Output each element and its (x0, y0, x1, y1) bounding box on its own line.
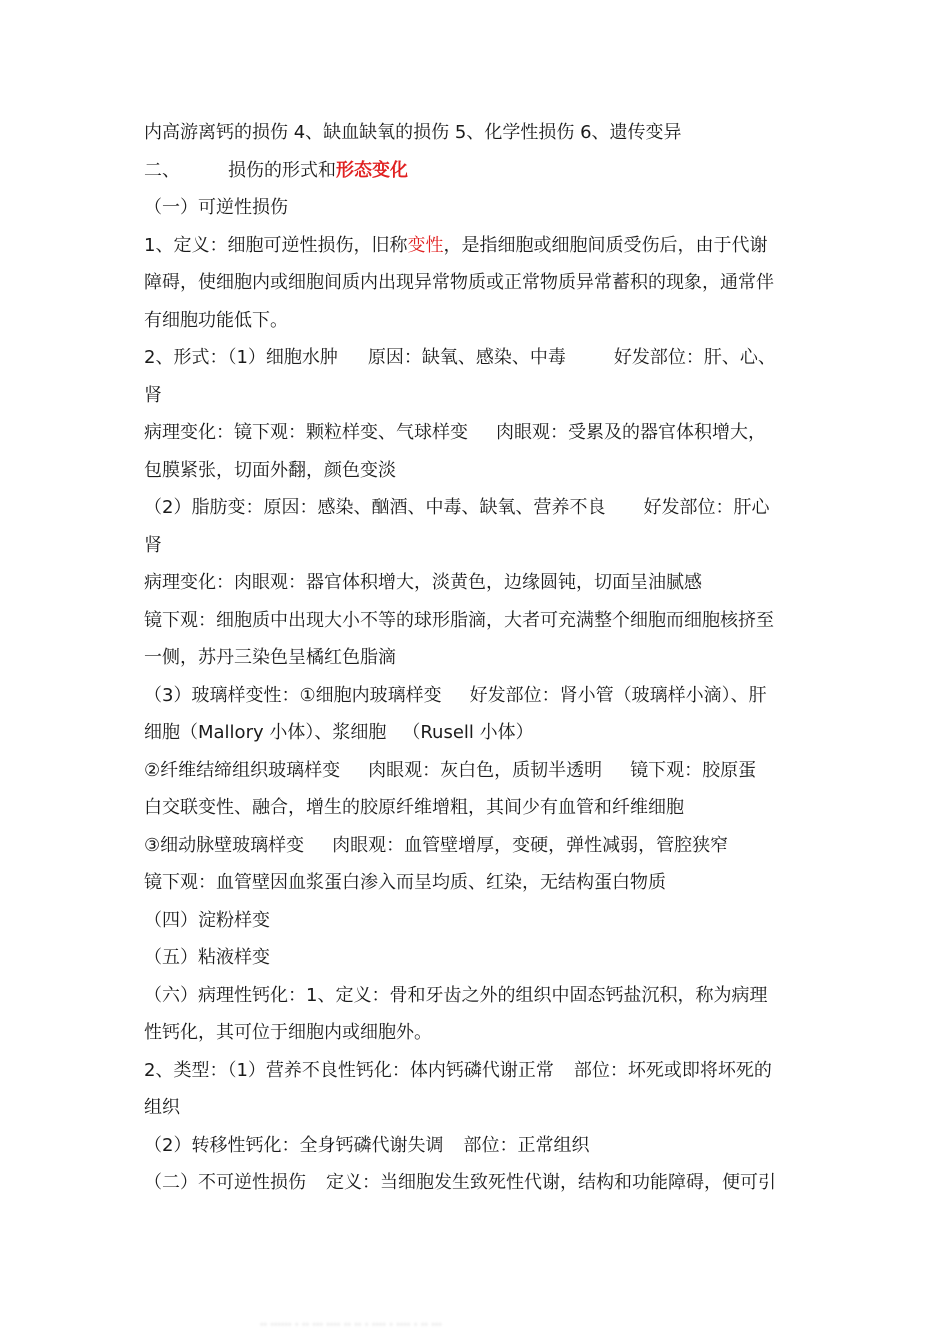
text-line-15: 一侧，苏丹三染色呈橘红色脂滴 (144, 647, 396, 668)
text-line-17: 细胞（Mallory 小体）、浆细胞 （Rusell 小体） (144, 722, 534, 743)
text-line-20: ③细动脉壁玻璃样变 肉眼观：血管壁增厚，变硬，弹性减弱，管腔狭窄 (144, 834, 729, 856)
text-line-27: 组织 (144, 1097, 180, 1118)
text-line-10: 包膜紧张，切面外翻，颜色变淡 (144, 459, 396, 481)
text-line-9: 病理变化：镜下观：颗粒样变、气球样变 肉眼观：受累及的器官体积增大， (144, 422, 766, 443)
text-line-7: 2、形式：（1）细胞水肿 原因：缺氧、感染、中毒 好发部位：肝、心、 (144, 347, 776, 368)
text-line-4: 1、定义：细胞可逆性损伤，旧称变性，是指细胞或细胞间质受伤后，由于代谢 (144, 234, 768, 256)
subheading-mucoid: （五）粘液样变 (144, 947, 270, 968)
text-line-28: （2）转移性钙化：全身钙磷代谢失调 部位：正常组织 (144, 1134, 590, 1156)
text-line-21: 镜下观：血管壁因血浆蛋白渗入而呈均质、红染，无结构蛋白物质 (144, 872, 666, 893)
subheading-reversible-injury: （一）可逆性损伤 (144, 197, 288, 218)
text-line-24: （六）病理性钙化：1、定义：骨和牙齿之外的组织中固态钙盐沉积，称为病理 (144, 984, 768, 1006)
subheading-amyloid: （四）淀粉样变 (144, 909, 270, 931)
text-line-6: 有细胞功能低下。 (144, 309, 288, 331)
text-line-8: 肾 (144, 384, 162, 406)
text-line-13: 病理变化：肉眼观：器官体积增大，淡黄色，边缘圆钝，切面呈油腻感 (144, 572, 702, 593)
text-line-18: ②纤维结缔组织玻璃样变 肉眼观：灰白色，质韧半透明 镜下观：胶原蛋 (144, 759, 757, 781)
text-line-5: 障碍，使细胞内或细胞间质内出现异常物质或正常物质异常蓄积的现象，通常伴 (144, 272, 774, 293)
text-line-25: 性钙化，其可位于细胞内或细胞外。 (144, 1022, 432, 1043)
text-line-14: 镜下观：细胞质中出现大小不等的球形脂滴，大者可充满整个细胞而细胞核挤至 (144, 609, 774, 631)
text-line-1: 内高游离钙的损伤 4、缺血缺氧的损伤 5、化学性损伤 6、遗传变异 (144, 122, 682, 143)
highlight-degeneration: 变性 (407, 234, 444, 256)
section-heading-two: 二、 损伤的形式和形态变化 (144, 159, 408, 181)
text-line-12: 肾 (144, 534, 162, 556)
text-line-11: （2）脂肪变：原因：感染、酗酒、中毒、缺氧、营养不良 好发部位：肝心 (144, 497, 770, 518)
text-line-19: 白交联变性、融合，增生的胶原纤维增粗，其间少有血管和纤维细胞 (144, 797, 684, 818)
text-line-29: （二）不可逆性损伤 定义：当细胞发生致死性代谢，结构和功能障碍，便可引 (144, 1172, 776, 1193)
document-body (144, 114, 812, 1202)
highlight-morphology: 形态变化 (336, 159, 408, 181)
text-line-16: （3）玻璃样变性：①细胞内玻璃样变 好发部位：肾小管（玻璃样小滴）、肝 (144, 684, 767, 706)
text-line-26: 2、类型：（1）营养不良性钙化：体内钙磷代谢正常 部位：坏死或即将坏死的 (144, 1059, 772, 1081)
page-footer: ·· ······ · ·· ··· ···· ·· ·· · ···· · ···· · ·· ··· (260, 1318, 442, 1331)
